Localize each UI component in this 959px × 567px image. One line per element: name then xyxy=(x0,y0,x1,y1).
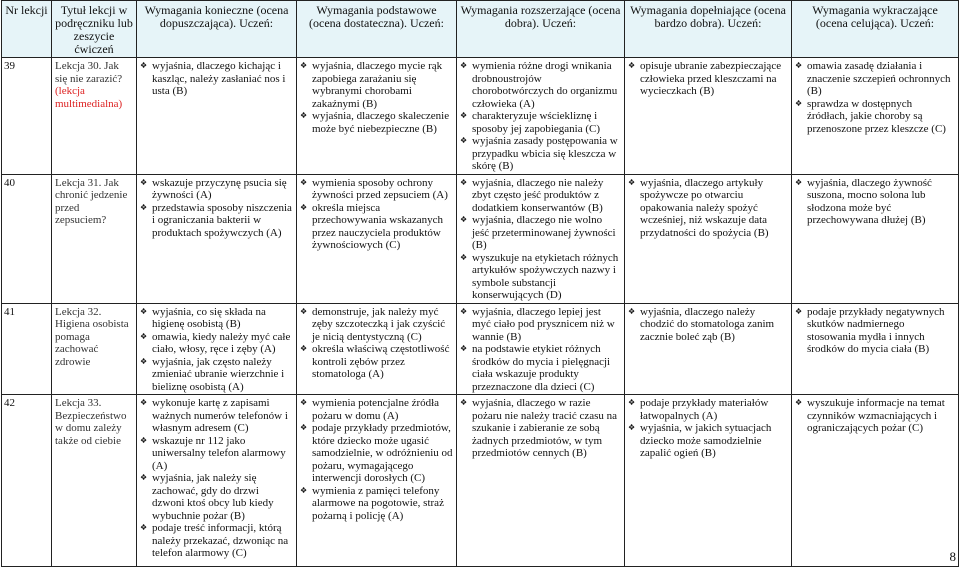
requirement-item: ❖ wyjaśnia, dlaczego mycie rąk zapobiega zarażaniu się wybranymi chorobami zakaźnymi (B) xyxy=(300,60,453,110)
requirement-item: ❖ wyjaśnia, w jakich sytuacjach dziecko może samodzielnie zapalić ogień (B) xyxy=(628,422,788,460)
lesson-number: 42 xyxy=(2,395,52,567)
requirements-table xyxy=(1,0,959,567)
requirement-item: ❖ wyjaśnia, jak należy się zachować, gdy do drzwi dzwoni ktoś obcy lub kiedy wybuchnie pożar (B) xyxy=(140,472,293,522)
requirement-list xyxy=(140,306,293,394)
requirement-item: ❖ określa właściwą częstotliwość kontroli zębów przez stomatologa (A) xyxy=(300,343,453,381)
header-req5: Wymagania wykraczające (ocena celująca). Uczeń: xyxy=(792,1,959,58)
page-number: 8 xyxy=(949,549,956,564)
requirement-item: ❖ wyjaśnia, dlaczego w razie pożaru nie należy tracić czasu na szukanie i zabieranie ze sobą żadnych przedmiotów, w tym przedmiotów cennych (B) xyxy=(460,397,621,460)
requirement-item: ❖ wymienia różne drogi wnikania drobnoustrojów chorobotwórczych do organizmu człowieka (A) xyxy=(460,60,621,110)
requirement-item: ❖ wyjaśnia, dlaczego artykuły spożywcze po otwarciu opakowania należy spożyć wcześniej, niż wskazuje data przydatności do spożycia (B) xyxy=(628,177,788,240)
requirements-cell-4 xyxy=(625,303,792,395)
lesson-title: Lekcja 31. Jak chronić jedzenie przed zepsuciem? xyxy=(55,176,128,226)
requirement-item: ❖ podaje przykłady przedmiotów, które dziecko może ugasić samodzielnie, w odróżnieniu od pożaru, wymagającego interwencji dorosłych (C) xyxy=(300,422,453,485)
table-row xyxy=(2,58,959,175)
requirement-item: ❖ wyjaśnia zasady postępowania w przypadku wbicia się kleszcza w skórę (B) xyxy=(460,135,621,173)
requirement-item: ❖ przedstawia sposoby niszczenia i ograniczania bakterii w produktach spożywczych (A) xyxy=(140,202,293,240)
header-req4: Wymagania dopełniające (ocena bardzo dobra). Uczeń: xyxy=(625,1,792,58)
requirement-item: ❖ wymienia sposoby ochrony żywności przed zepsuciem (A) xyxy=(300,177,453,202)
requirements-cell-5 xyxy=(792,174,959,303)
header-title: Tytuł lekcji w podręczniku lub zeszycie ćwiczeń xyxy=(52,1,137,58)
requirements-cell-1 xyxy=(137,395,297,567)
requirement-list xyxy=(300,397,453,522)
requirement-list xyxy=(795,306,955,356)
requirement-item: ❖ wyjaśnia, dlaczego nie należy zbyt często jeść produktów z dodatkiem konserwantów (B) xyxy=(460,177,621,215)
table-row xyxy=(2,395,959,567)
lesson-number: 40 xyxy=(2,174,52,303)
requirement-item: ❖ wyjaśnia, dlaczego nie wolno jeść przeterminowanej żywności (B) xyxy=(460,214,621,252)
lesson-title-cell xyxy=(52,395,137,567)
requirements-cell-2 xyxy=(297,395,457,567)
header-nr: Nr lekcji xyxy=(2,1,52,58)
requirements-cell-2 xyxy=(297,303,457,395)
lesson-number: 41 xyxy=(2,303,52,395)
header-req1: Wymagania konieczne (ocena dopuszczająca). Uczeń: xyxy=(137,1,297,58)
requirements-cell-2 xyxy=(297,174,457,303)
requirement-list xyxy=(460,397,621,460)
requirement-item: ❖ wyjaśnia, dlaczego skaleczenie może być niebezpieczne (B) xyxy=(300,110,453,135)
requirement-item: ❖ wskazuje nr 112 jako uniwersalny telefon alarmowy (A) xyxy=(140,435,293,473)
requirements-cell-1 xyxy=(137,174,297,303)
requirement-list xyxy=(628,60,788,98)
requirement-list xyxy=(460,60,621,173)
requirement-item: ❖ omawia zasadę działania i znaczenie szczepień ochronnych (B) xyxy=(795,60,955,98)
requirements-cell-5 xyxy=(792,395,959,567)
requirement-item: ❖ podaje treść informacji, którą należy przekazać, dzwoniąc na telefon alarmowy (C) xyxy=(140,522,293,560)
requirement-item: ❖ wyjaśnia, dlaczego żywność suszona, mocno solona lub słodzona może być przechowywana dłużej (B) xyxy=(795,177,955,227)
requirement-item: ❖ wskazuje przyczynę psucia się żywności (A) xyxy=(140,177,293,202)
requirement-list xyxy=(300,177,453,252)
lesson-note: (lekcja multimedialna) xyxy=(55,85,123,110)
requirement-item: ❖ charakteryzuje wściekliznę i sposoby jej zapobiegania (C) xyxy=(460,110,621,135)
requirement-list xyxy=(628,397,788,460)
requirement-list xyxy=(300,60,453,135)
requirements-cell-1 xyxy=(137,303,297,395)
header-row xyxy=(2,1,959,58)
requirement-item: ❖ wyjaśnia, dlaczego lepiej jest myć ciało pod prysznicem niż w wannie (B) xyxy=(460,306,621,344)
requirement-item: ❖ wyszukuje informacje na temat czynników wzmacniających i ograniczających pożar (C) xyxy=(795,397,955,435)
requirement-list xyxy=(460,306,621,394)
requirements-cell-3 xyxy=(457,174,625,303)
requirement-list xyxy=(300,306,453,381)
requirement-item: ❖ wyjaśnia, co się składa na higienę osobistą (B) xyxy=(140,306,293,331)
requirement-item: ❖ opisuje ubranie zabezpieczające człowieka przed kleszczami na wycieczkach (B) xyxy=(628,60,788,98)
requirement-item: ❖ wyjaśnia, jak często należy zmieniać ubranie wierzchnie i bieliznę osobistą (A) xyxy=(140,356,293,394)
requirement-list xyxy=(795,60,955,135)
requirement-item: ❖ demonstruje, jak należy myć zęby szczoteczką i jak czyścić je nicią dentystyczną (C) xyxy=(300,306,453,344)
lesson-title-cell xyxy=(52,174,137,303)
lesson-title-cell xyxy=(52,303,137,395)
requirement-item: ❖ podaje przykłady negatywnych skutków nadmiernego stosowania mydła i innych środków do mycia ciała (B) xyxy=(795,306,955,356)
requirement-item: ❖ wyjaśnia, dlaczego należy chodzić do stomatologa zanim zacznie boleć ząb (B) xyxy=(628,306,788,344)
requirement-item: ❖ wymienia z pamięci telefony alarmowe na pogotowie, straż pożarną i policję (A) xyxy=(300,485,453,523)
requirements-cell-5 xyxy=(792,58,959,175)
requirement-list xyxy=(628,306,788,344)
requirement-item: ❖ wyszukuje na etykietach różnych artykułów spożywczych nazwy i symbole substancji konserwujących (D) xyxy=(460,252,621,302)
header-req2: Wymagania podstawowe (ocena dostateczna). Uczeń: xyxy=(297,1,457,58)
requirements-cell-4 xyxy=(625,58,792,175)
requirement-list xyxy=(140,397,293,560)
requirement-item: ❖ na podstawie etykiet różnych środków do mycia i pielęgnacji ciała wskazuje produkty przeznaczone dla dzieci (C) xyxy=(460,343,621,393)
table-row xyxy=(2,303,959,395)
requirement-item: ❖ wykonuje kartę z zapisami ważnych numerów telefonów i własnym adresem (C) xyxy=(140,397,293,435)
requirements-cell-5 xyxy=(792,303,959,395)
lesson-title: Lekcja 30. Jak się nie zarazić? xyxy=(55,60,123,85)
lesson-title: Lekcja 33. Bezpieczeństwo w domu zależy także od ciebie xyxy=(55,397,127,447)
table-row xyxy=(2,174,959,303)
requirement-list xyxy=(140,60,293,98)
requirement-item: ❖ sprawdza w dostępnych źródłach, jakie choroby są przenoszone przez kleszcze (C) xyxy=(795,98,955,136)
requirements-cell-3 xyxy=(457,303,625,395)
requirement-list xyxy=(460,177,621,302)
requirement-item: ❖ wymienia potencjalne źródła pożaru w domu (A) xyxy=(300,397,453,422)
requirement-item: ❖ określa miejsca przechowywania wskazanych przez nauczyciela produktów żywnościowych (C) xyxy=(300,202,453,252)
requirement-item: ❖ omawia, kiedy należy myć całe ciało, włosy, ręce i zęby (A) xyxy=(140,331,293,356)
requirement-item: ❖ podaje przykłady materiałów łatwopalnych (A) xyxy=(628,397,788,422)
requirement-list xyxy=(795,397,955,435)
requirements-cell-3 xyxy=(457,58,625,175)
header-req3: Wymagania rozszerzające (ocena dobra). Uczeń: xyxy=(457,1,625,58)
requirements-cell-1 xyxy=(137,58,297,175)
requirements-cell-4 xyxy=(625,174,792,303)
lesson-title-cell xyxy=(52,58,137,175)
lesson-number: 39 xyxy=(2,58,52,175)
requirements-cell-3 xyxy=(457,395,625,567)
lesson-title: Lekcja 32. Higiena osobista pomaga zachować zdrowie xyxy=(55,305,129,368)
requirement-list xyxy=(140,177,293,240)
requirements-cell-4 xyxy=(625,395,792,567)
requirements-cell-2 xyxy=(297,58,457,175)
requirement-list xyxy=(628,177,788,240)
requirement-item: ❖ wyjaśnia, dlaczego kichając i kaszląc, należy zasłaniać nos i usta (B) xyxy=(140,60,293,98)
requirement-list xyxy=(795,177,955,227)
